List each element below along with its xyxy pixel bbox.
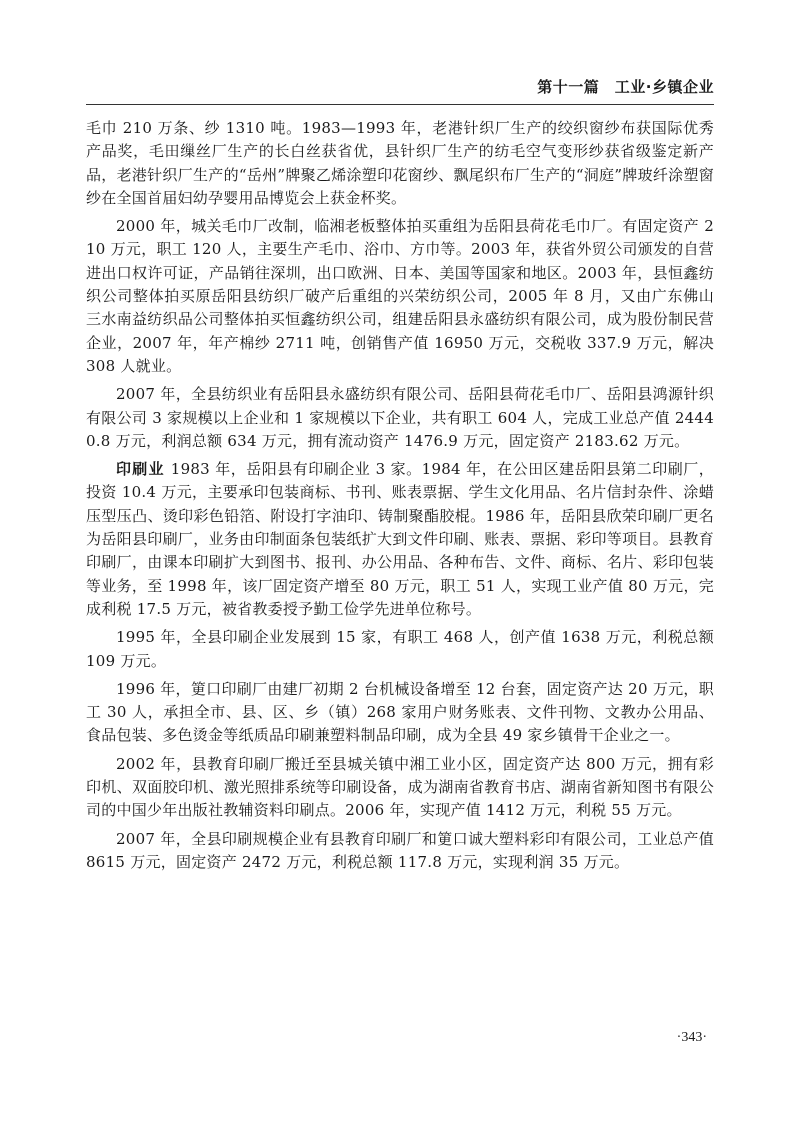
paragraph-1: 毛巾 210 万条、纱 1310 吨。1983—1993 年，老港针织厂生产的绞织窗纱布获国际优秀产品奖，毛田缫丝厂生产的长白丝获省优，县针织厂生产的纺毛空气变形纱获省级鉴定新产品，老港针织厂生产的“岳州”牌聚乙烯涂塑印花窗纱、飘尾织布厂生产的“洞庭”牌玻纤涂塑窗纱在全国首届妇幼孕婴用品博览会上获金杯奖。 xyxy=(86,119,714,207)
running-header xyxy=(86,70,714,105)
page-number: ·343· xyxy=(676,1030,707,1045)
paragraph-2: 2000 年，城关毛巾厂改制，临湘老板整体拍买重组为岳阳县荷花毛巾厂。有固定资产 210 万元，职工 120 人，主要生产毛巾、浴巾、方巾等。2003 年，获省外贸公司颁发的自营进出口权许可证，产品销往深圳，出口欧洲、日本、美国等国家和地区。2003 年，县恒鑫纺织公司整体拍买原岳阳县纺织厂破产后重组的兴荣纺织公司，2005 年 8 月，又由广东佛山三水南益纺织品公司整体拍买恒鑫纺织公司，组建岳阳县永盛纺织有限公司，成为股份制民营企业，2007 年，年产棉纱 2711 吨，创销售产值 16950 万元，交税收 337.9 万元，解决 308 人就业。 xyxy=(86,217,714,375)
paragraph-8: 2007 年，全县印刷规模企业有县教育印刷厂和筻口诚大塑料彩印有限公司，工业总产值 8615 万元，固定资产 2472 万元，利税总额 117.8 万元，实现利润 35 万元。 xyxy=(86,829,714,871)
paragraph-4-text: 1983 年，岳阳县有印刷企业 3 家。1984 年，在公田区建岳阳县第二印刷厂，投资 10.4 万元，主要承印包装商标、书刊、账表票据、学生文化用品、名片信封杂件、涂蜡压型压凸、烫印彩色铅箔、附设打字油印、铸制聚酯胶棍。1986 年，岳阳县欣荣印刷厂更名为岳阳县印刷厂，业务由印制面条包装纸扩大到文件印刷、账表、票据、彩印等项目。县教育印刷厂，由课本印刷扩大到图书、报刊、办公用品、各种布告、文件、商标、名片、彩印包装等业务，至 1998 年，该厂固定资产增至 80 万元，职工 51 人，实现工业产值 80 万元，完成利税 17.5 万元，被省教委授予勤工俭学先进单位称号。 xyxy=(86,460,714,618)
paragraph-3: 2007 年，全县纺织业有岳阳县永盛纺织有限公司、岳阳县荷花毛巾厂、岳阳县鸿源针织有限公司 3 家规模以上企业和 1 家规模以下企业，共有职工 604 人，完成工业总产值 24440.8 万元，利润总额 634 万元，拥有流动资产 1476.9 万元，固定资产 2183.62 万元。 xyxy=(86,385,714,450)
paragraph-4 xyxy=(86,458,714,621)
paragraph-5: 1995 年，全县印刷企业发展到 15 家，有职工 468 人，创产值 1638 万元，利税总额 109 万元。 xyxy=(86,628,714,670)
header-title: 第十一篇 工业·乡镇企业 xyxy=(537,78,714,96)
paragraph-7: 2002 年，县教育印刷厂搬迁至县城关镇中湘工业小区，固定资产达 800 万元，拥有彩印机、双面胶印机、激光照排系统等印刷设备，成为湖南省教育书店、湖南省新知图书有限公司的中国少年出版社教辅资料印刷点。2006 年，实现产值 1412 万元，利税 55 万元。 xyxy=(86,754,714,820)
section-lead-printing: 印刷业 xyxy=(116,460,165,479)
paragraph-6: 1996 年，筻口印刷厂由建厂初期 2 台机械设备增至 12 台套，固定资产达 20 万元，职工 30 人，承担全市、县、区、乡（镇）268 家用户财务账表、文件刊物、文教办公用品、食品包装、多色烫金等纸质品印刷兼塑料制品印刷，成为全县 49 家乡镇骨干企业之一。 xyxy=(86,679,714,745)
body-text xyxy=(86,117,714,879)
